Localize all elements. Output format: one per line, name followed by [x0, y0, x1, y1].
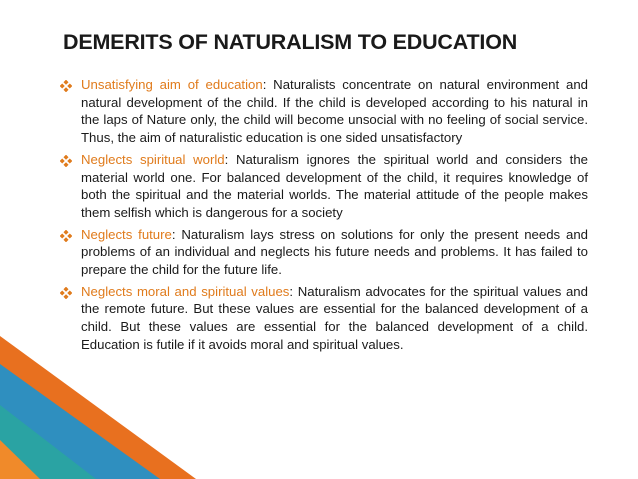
bullet-heading: Neglects moral and spiritual values	[81, 283, 290, 299]
bullet-item	[60, 283, 588, 354]
diamond-quad-icon	[60, 155, 72, 167]
bullet-heading: Neglects spiritual world	[81, 151, 225, 167]
bullet-text: : Naturalism ignores the spiritual world and considers the material world one. For balanced development of the child, it requires knowledge of both the spiritual and the material worlds. The material attitude of the people makes them selfish which is dangerous for a society	[81, 151, 588, 220]
diamond-quad-icon	[60, 230, 72, 242]
bullet-item	[60, 151, 588, 222]
diamond-quad-icon	[60, 287, 72, 299]
bullet-heading: Neglects future	[81, 226, 172, 242]
bullet-item	[60, 76, 588, 147]
bullet-text: : Naturalists concentrate on natural environment and natural development of the child. If the child is developed according to his natural in the laps of Nature only, the child will become unsocial with no feeling of social service. Thus, the aim of naturalistic education is one sided unsatisfactory	[81, 77, 588, 146]
diamond-quad-icon	[60, 80, 72, 92]
bullet-text: : Naturalism advocates for the spiritual values and the remote future. But these values are essential for the balanced development of a child. But these values are essential for the balanced development of a child. Education is futile if it avoids moral and spiritual values.	[81, 283, 588, 352]
bullet-text: : Naturalism lays stress on solutions for only the present needs and problems of an individual and neglects his future needs and problems. It has failed to prepare the child for the future life.	[81, 226, 588, 278]
bullet-heading: Unsatisfying aim of education	[81, 77, 263, 92]
bullet-item	[60, 226, 588, 279]
bullet-list	[60, 76, 588, 358]
slide-title: DEMERITS OF NATURALISM TO EDUCATION	[63, 30, 518, 54]
